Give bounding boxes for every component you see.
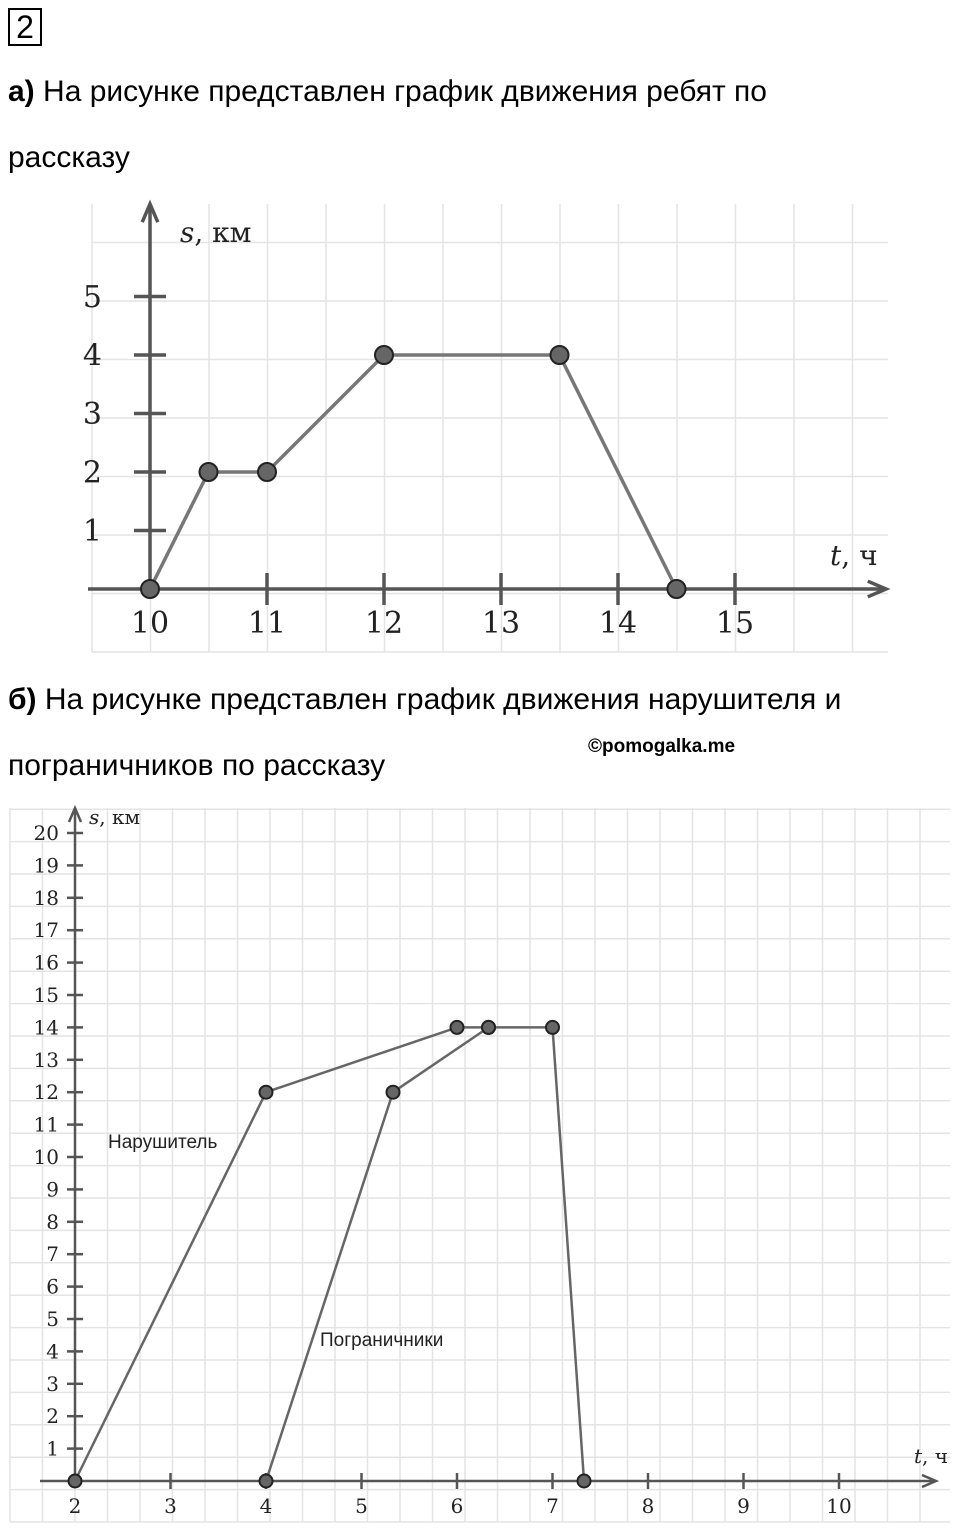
- series-line: [150, 355, 677, 589]
- y-tick-label: 9: [46, 1177, 59, 1202]
- part-a-text-line1: [8, 74, 767, 110]
- data-point: [69, 1475, 82, 1488]
- x-tick-label: 10: [826, 1494, 852, 1518]
- y-tick-label: 3: [82, 397, 102, 432]
- part-b-line1: На рисунке представлен график движения нарушителя и: [44, 683, 842, 716]
- y-tick-label: 5: [82, 280, 102, 315]
- data-point: [668, 580, 686, 598]
- y-axis-unit: , км: [99, 805, 141, 829]
- part-b-text-line2: пограничников по рассказу: [8, 749, 386, 782]
- series-line: [75, 1027, 584, 1481]
- x-axis-var: t: [830, 539, 842, 572]
- x-tick-label: 3: [164, 1494, 177, 1518]
- x-axis-unit: , ч: [841, 539, 878, 572]
- x-tick-label: 2: [68, 1494, 82, 1518]
- x-tick-label: 4: [259, 1494, 273, 1518]
- x-tick-label: 14: [598, 606, 638, 641]
- part-a-text-line2: рассказу: [8, 141, 130, 174]
- y-tick-label: 20: [33, 821, 59, 845]
- part-a-prefix: а): [8, 75, 35, 108]
- y-tick-label: 18: [33, 885, 59, 910]
- data-point: [200, 463, 218, 481]
- x-tick-label: 11: [247, 606, 287, 641]
- data-point: [546, 1021, 559, 1034]
- x-tick-label: 10: [130, 606, 170, 641]
- data-point: [141, 580, 159, 598]
- chart-a: [0, 190, 960, 660]
- task-number: 2: [8, 8, 42, 46]
- x-tick-label: 6: [450, 1494, 464, 1518]
- y-tick-label: 11: [33, 1112, 59, 1137]
- y-axis-var: s: [89, 805, 100, 829]
- x-axis-unit: , ч: [922, 1444, 948, 1468]
- y-tick-label: 17: [33, 918, 59, 943]
- y-tick-label: 1: [82, 514, 102, 549]
- data-point: [387, 1086, 400, 1099]
- y-tick-label: 19: [33, 853, 59, 878]
- data-point: [258, 463, 276, 481]
- y-tick-label: 4: [82, 338, 102, 374]
- y-tick-label: 13: [33, 1047, 59, 1072]
- data-point: [375, 346, 393, 364]
- watermark: ©pomogalka.me: [588, 736, 736, 757]
- x-tick-label: 13: [481, 606, 521, 641]
- y-axis-title: [89, 805, 140, 829]
- y-tick-label: 4: [46, 1339, 59, 1364]
- x-axis-var: t: [914, 1444, 923, 1468]
- y-tick-label: 1: [46, 1436, 59, 1461]
- data-point: [578, 1475, 591, 1488]
- y-tick-label: 2: [82, 455, 102, 491]
- data-point: [551, 346, 569, 364]
- y-tick-label: 10: [33, 1145, 59, 1169]
- x-tick-label: 5: [355, 1494, 368, 1518]
- chart-b: [0, 800, 960, 1534]
- data-point: [451, 1021, 464, 1034]
- y-tick-label: 12: [33, 1080, 59, 1105]
- y-tick-label: 7: [46, 1242, 59, 1267]
- y-axis-title: [180, 216, 251, 249]
- part-a-line1: На рисунке представлен график движения ребят по: [43, 75, 767, 108]
- x-tick-label: 12: [364, 606, 404, 641]
- y-tick-label: 8: [46, 1209, 59, 1234]
- x-tick-label: 9: [737, 1494, 750, 1518]
- data-point: [482, 1021, 495, 1034]
- x-tick-label: 15: [715, 606, 755, 641]
- series-label: Нарушитель: [108, 1132, 218, 1153]
- y-axis-var: s: [180, 216, 195, 249]
- y-axis-unit: , км: [194, 216, 252, 249]
- x-tick-label: 8: [641, 1494, 655, 1518]
- y-tick-label: 3: [46, 1371, 59, 1396]
- y-tick-label: 2: [46, 1404, 59, 1429]
- part-b-prefix: б): [8, 683, 37, 716]
- series-line: [266, 1027, 489, 1481]
- y-tick-label: 16: [33, 950, 59, 975]
- data-point: [260, 1086, 273, 1099]
- y-tick-label: 14: [33, 1015, 59, 1040]
- y-tick-label: 6: [46, 1274, 59, 1299]
- x-axis-title: [914, 1444, 948, 1468]
- series-label: Пограничники: [320, 1330, 444, 1351]
- y-tick-label: 5: [46, 1307, 59, 1331]
- y-tick-label: 15: [33, 983, 59, 1007]
- x-tick-label: 7: [546, 1494, 559, 1518]
- part-b-text-line1: [8, 682, 841, 718]
- x-axis-title: [830, 539, 878, 572]
- data-point: [260, 1475, 273, 1488]
